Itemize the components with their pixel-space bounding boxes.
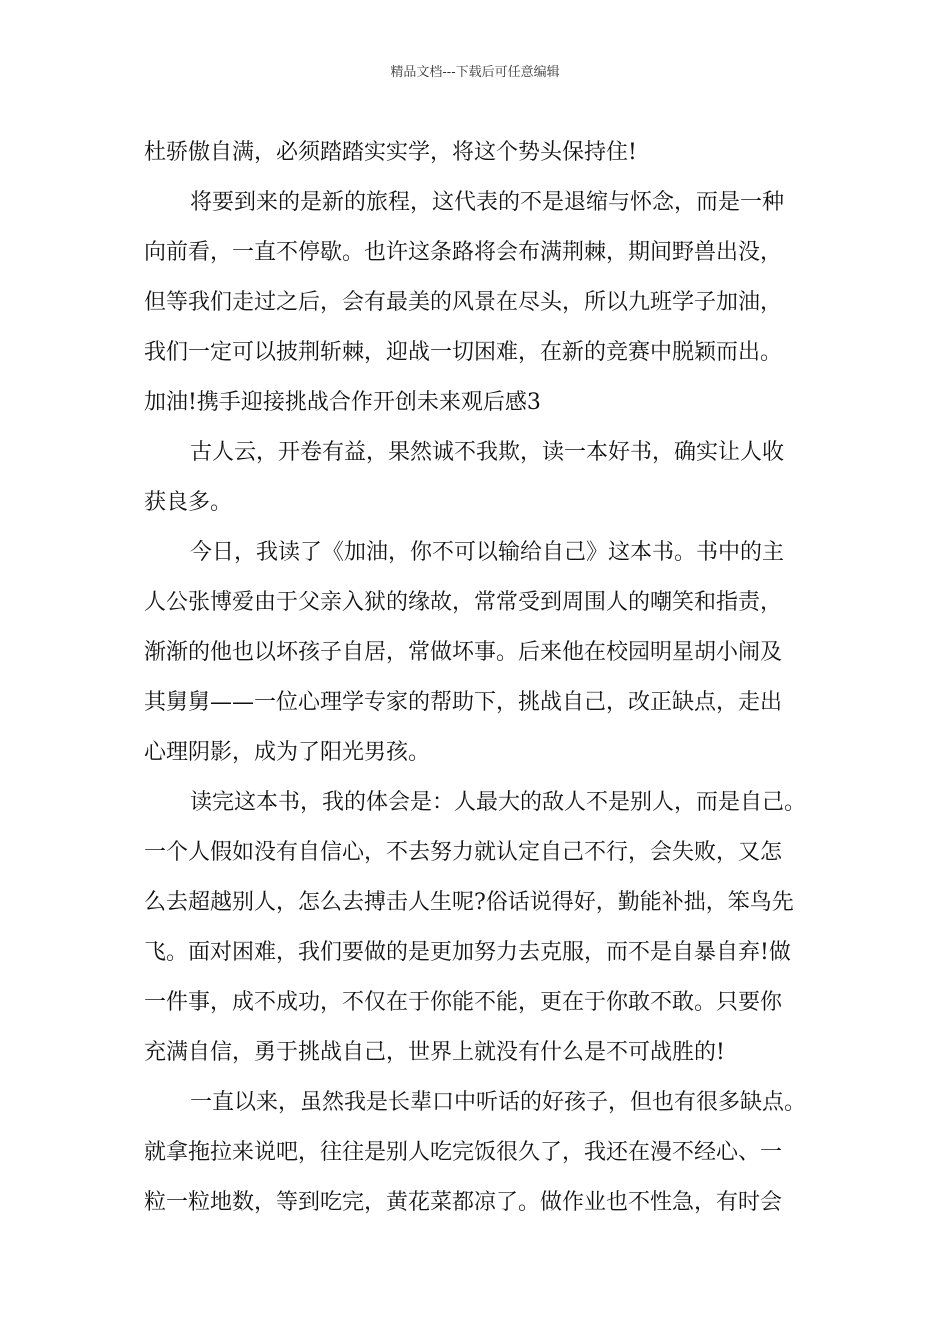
text-line: 向前看，一直不停歇。也许这条路将会布满荆棘，期间野兽出没， bbox=[144, 240, 783, 265]
document-body bbox=[144, 128, 824, 1228]
text-line: 充满自信，勇于挑战自己，世界上就没有什么是不可战胜的! bbox=[144, 1040, 725, 1065]
text-line: 其舅舅——一位心理学专家的帮助下，挑战自己，改正缺点，走出 bbox=[144, 690, 783, 715]
section-heading: 加油!携手迎接挑战合作开创未来观后感3 bbox=[144, 390, 541, 415]
text-line: 读完这本书，我的体会是：人最大的敌人不是别人，而是自己。 bbox=[190, 790, 807, 815]
text-line: 粒一粒地数，等到吃完，黄花菜都凉了。做作业也不性急，有时会 bbox=[144, 1190, 783, 1215]
text-line: 人公张博爱由于父亲入狱的缘故，常常受到周围人的嘲笑和指责， bbox=[144, 590, 783, 615]
text-line: 心理阴影，成为了阳光男孩。 bbox=[144, 740, 431, 765]
text-line: 将要到来的是新的旅程，这代表的不是退缩与怀念，而是一种 bbox=[190, 190, 785, 215]
text-line: 就拿拖拉来说吧，往往是别人吃完饭很久了，我还在漫不经心、一 bbox=[144, 1140, 783, 1165]
text-line: 一件事，成不成功，不仅在于你能不能，更在于你敢不敢。只要你 bbox=[144, 990, 783, 1015]
text-line: 但等我们走过之后，会有最美的风景在尽头，所以九班学子加油， bbox=[144, 290, 783, 315]
page-header: 精品文档---下载后可任意编辑 bbox=[390, 65, 560, 80]
text-line: 么去超越别人，怎么去搏击人生呢?俗话说得好，勤能补拙，笨鸟先 bbox=[144, 890, 794, 915]
text-line: 一个人假如没有自信心，不去努力就认定自己不行，会失败，又怎 bbox=[144, 840, 783, 865]
text-line: 获良多。 bbox=[144, 490, 233, 515]
text-line: 我们一定可以披荆斩棘，迎战一切困难，在新的竞赛中脱颖而出。 bbox=[144, 340, 783, 365]
text-line: 今日，我读了《加油，你不可以输给自己》这本书。书中的主 bbox=[190, 540, 785, 565]
text-line: 古人云，开卷有益，果然诚不我欺，读一本好书，确实让人收 bbox=[190, 440, 785, 465]
text-line: 飞。面对困难，我们要做的是更加努力去克服，而不是自暴自弃!做 bbox=[144, 940, 791, 965]
text-line: 杜骄傲自满，必须踏踏实实学，将这个势头保持住! bbox=[144, 140, 637, 165]
text-line: 渐渐的他也以坏孩子自居，常做坏事。后来他在校园明星胡小闹及 bbox=[144, 640, 783, 665]
text-line: 一直以来，虽然我是长辈口中听话的好孩子，但也有很多缺点。 bbox=[190, 1090, 807, 1115]
